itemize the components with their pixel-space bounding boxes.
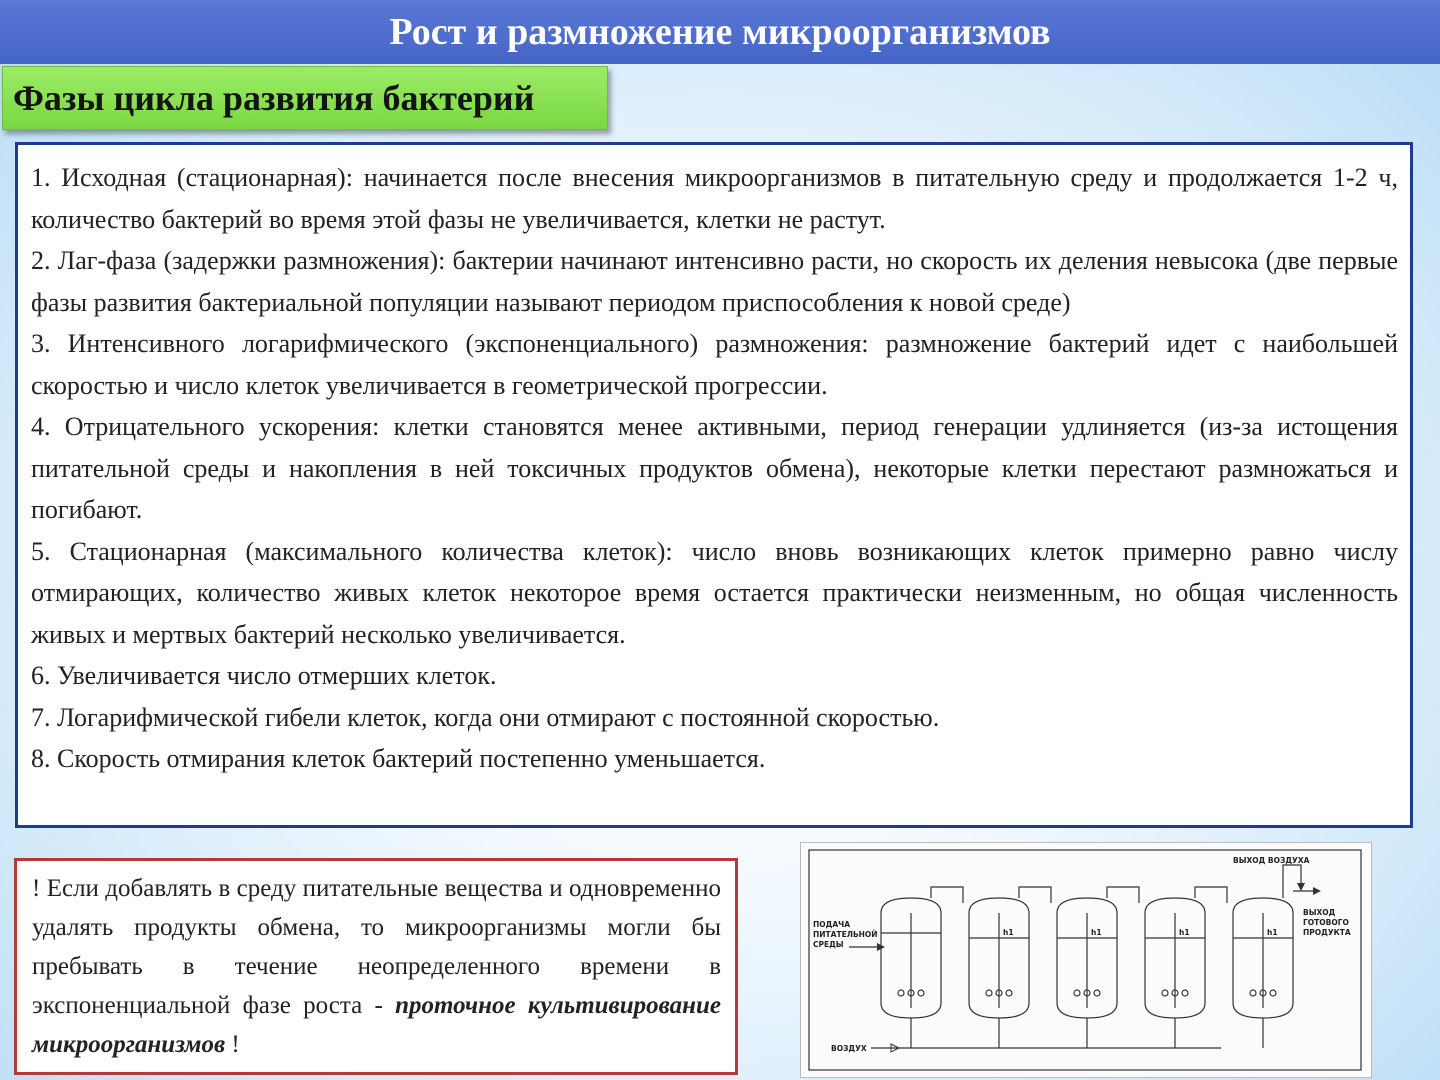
- continuous-culture-note: [14, 858, 738, 1075]
- vessel-3: [1057, 887, 1139, 1048]
- label-feed-2: ПИТАТЕЛЬНОЙ: [813, 930, 878, 939]
- bioreactor-diagram-svg: [801, 843, 1371, 1077]
- diagram-frame: [809, 850, 1361, 1070]
- vessel-4: [1145, 887, 1227, 1048]
- bioreactor-cascade-diagram: [800, 842, 1372, 1078]
- label-air-in: ВОЗДУХ: [831, 1044, 867, 1053]
- note-end: !: [225, 1031, 240, 1058]
- phase-item-5: 5. Стационарная (максимального количества клеток): число вновь возникающих клеток примерно равно числу отмирающих, количество живых клеток некоторое время остается практически неизменным, но общая численность живых и мертвых бактерий несколько увеличивается.: [31, 536, 1398, 649]
- level-label-1: h1: [1003, 928, 1014, 937]
- label-product-3: ПРОДУКТА: [1303, 928, 1351, 937]
- air-out-arrow: [1297, 883, 1305, 891]
- vessel-1: [881, 887, 963, 1048]
- label-feed-3: СРЕДЫ: [813, 940, 844, 949]
- level-label-3: h1: [1179, 928, 1190, 937]
- level-label-2: h1: [1091, 928, 1102, 937]
- slide-title: Рост и размножение микроорганизмов: [0, 0, 1440, 64]
- level-label-4: h1: [1267, 928, 1278, 937]
- phase-item-4: 4. Отрицательного ускорения: клетки становятся менее активными, период генерации удлиняется (из-за истощения питательной среды и накопления в ней токсичных продуктов обмена), некоторые клетки перестают размножаться и погибают.: [31, 412, 1398, 524]
- phase-item-2: 2. Лаг-фаза (задержки размножения): бактерии начинают интенсивно расти, но скорость их деления невысока (две первые фазы развития бактериальной популяции называют периодом приспособления к новой среде): [31, 246, 1398, 317]
- label-product-1: ВЫХОД: [1303, 908, 1336, 917]
- product-arrow: [1313, 887, 1321, 895]
- phase-item-8: 8. Скорость отмирания клеток бактерий постепенно уменьшается.: [31, 744, 766, 773]
- note-text: ! Если добавлять в среду питательные вещества и одновременно удалять продукты обмена, то микроорганизмы могли бы пребывать в течение неопределенного времени в экспоненциальной фазе роста -: [32, 875, 721, 1019]
- label-feed-1: ПОДАЧА: [813, 920, 851, 929]
- phase-item-7: 7. Логарифмической гибели клеток, когда они отмирают с постоянной скоростью.: [31, 702, 940, 732]
- phase-item-1: 1. Исходная (стационарная): начинается после внесения микроорганизмов в питательную среду и продолжается 1-2 ч, количество бактерий во время этой фазы не увеличивается, клетки не растут.: [31, 163, 1398, 234]
- phase-item-6: 6. Увеличивается число отмерших клеток.: [31, 661, 497, 690]
- label-air-out: ВЫХОД ВОЗДУХА: [1233, 856, 1310, 865]
- vessel-2: [969, 887, 1051, 1048]
- vessel-5: [1233, 865, 1301, 1048]
- label-product-2: ГОТОВОГО: [1303, 918, 1349, 927]
- phases-list: [15, 142, 1413, 828]
- phase-item-3: 3. Интенсивного логарифмического (экспоненциального) размножения: размножение бактерий идет с наибольшей скоростью и число клеток увеличивается в геометрической прогрессии.: [31, 329, 1398, 400]
- section-subtitle: Фазы цикла развития бактерий: [2, 66, 608, 130]
- note-emphasis: проточное культивирование микроорганизмов: [32, 992, 722, 1058]
- note-paragraph: [32, 869, 721, 1064]
